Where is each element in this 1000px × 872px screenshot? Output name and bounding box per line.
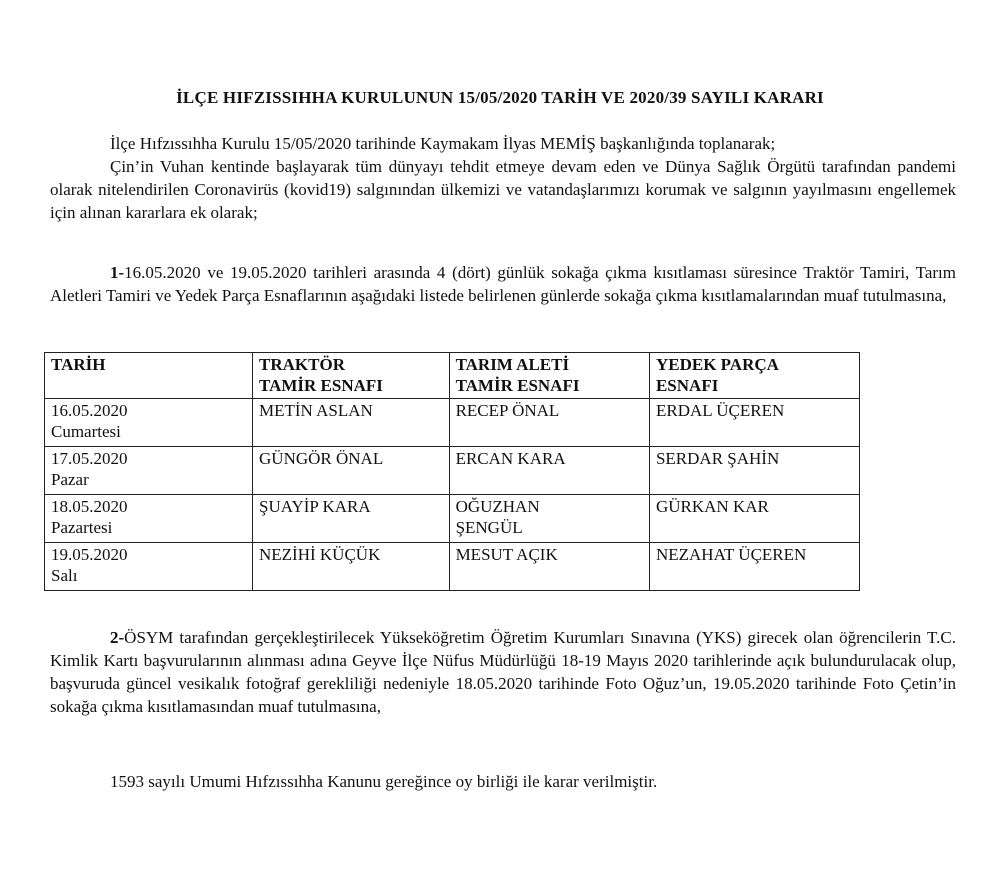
table-header-row bbox=[45, 353, 860, 399]
table-row bbox=[45, 447, 860, 495]
cell-tractor: ŞUAYİP KARA bbox=[253, 495, 450, 543]
item-2-text: ÖSYM tarafından gerçekleştirilecek Yükseköğretim Öğretim Kurumları Sınavına (YKS) girecek olan öğrencilerin T.C. Kimlik Kartı başvurularının alınması adına Geyve İlçe Nüfus Müdürlüğü 18-19 Mayıs 2020 tarihlerinde açık bulundurulacak olup, başvuruda güncel vesikalık fotoğraf gerekliliği nedeniyle 18.05.2020 tarihinde Foto Oğuz’un, 19.05.2020 tarihinde Foto Çetin’in sokağa çıkma kısıtlamasından muaf tutulmasına, bbox=[50, 628, 956, 716]
document-title: İLÇE HIFZISSIHHA KURULUNUN 15/05/2020 TARİH VE 2020/39 SAYILI KARARI bbox=[176, 88, 824, 107]
item-1-text: 16.05.2020 ve 19.05.2020 tarihleri arasında 4 (dört) günlük sokağa çıkma kısıtlaması süresince Traktör Tamiri, Tarım Aletleri Tamiri ve Yedek Parça Esnaflarının aşağıdaki listede belirlenen günlerde sokağa çıkma kısıtlamalarından muaf tutulmasına, bbox=[50, 263, 956, 305]
cell-date: 17.05.2020 Pazar bbox=[45, 447, 253, 495]
cell-date: 16.05.2020 Cumartesi bbox=[45, 399, 253, 447]
intro-paragraph bbox=[50, 132, 956, 224]
item-1-number: 1- bbox=[110, 263, 125, 282]
table-row bbox=[45, 495, 860, 543]
header-date: TARİH bbox=[45, 353, 253, 399]
cell-farm-tools: ERCAN KARA bbox=[449, 447, 649, 495]
cell-date: 19.05.2020 Salı bbox=[45, 543, 253, 591]
item-2-number: 2- bbox=[110, 628, 125, 647]
header-farm-tools: TARIM ALETİ TAMİR ESNAFI bbox=[449, 353, 649, 399]
cell-tractor: GÜNGÖR ÖNAL bbox=[253, 447, 450, 495]
exemption-table bbox=[44, 352, 860, 591]
cell-tractor: METİN ASLAN bbox=[253, 399, 450, 447]
cell-date: 18.05.2020 Pazartesi bbox=[45, 495, 253, 543]
decision-item-1 bbox=[50, 261, 956, 307]
closing-text: 1593 sayılı Umumi Hıfzıssıhha Kanunu gereğince oy birliği ile karar verilmiştir. bbox=[110, 772, 658, 791]
cell-farm-tools: MESUT AÇIK bbox=[449, 543, 649, 591]
cell-spare-parts: GÜRKAN KAR bbox=[649, 495, 859, 543]
table-row bbox=[45, 543, 860, 591]
table-row bbox=[45, 399, 860, 447]
cell-spare-parts: ERDAL ÜÇEREN bbox=[649, 399, 859, 447]
cell-farm-tools: OĞUZHAN ŞENGÜL bbox=[449, 495, 649, 543]
cell-spare-parts: SERDAR ŞAHİN bbox=[649, 447, 859, 495]
intro-line-1: İlçe Hıfzıssıhha Kurulu 15/05/2020 tarihinde Kaymakam İlyas MEMİŞ başkanlığında toplanarak; bbox=[110, 134, 776, 153]
cell-spare-parts: NEZAHAT ÜÇEREN bbox=[649, 543, 859, 591]
closing-paragraph bbox=[50, 770, 956, 793]
cell-tractor: NEZİHİ KÜÇÜK bbox=[253, 543, 450, 591]
intro-line-2: Çin’in Vuhan kentinde başlayarak tüm dünyayı tehdit etmeye devam eden ve Dünya Sağlık Örgütü tarafından pandemi olarak nitelendirilen Coronavirüs (kovid19) salgınından ülkemizi ve vatandaşlarımızı korumak ve salgının yayılmasını engellemek için alınan kararlara ek olarak; bbox=[50, 157, 956, 222]
header-tractor: TRAKTÖR TAMİR ESNAFI bbox=[253, 353, 450, 399]
cell-farm-tools: RECEP ÖNAL bbox=[449, 399, 649, 447]
header-spare-parts: YEDEK PARÇA ESNAFI bbox=[649, 353, 859, 399]
decision-item-2 bbox=[50, 626, 956, 718]
